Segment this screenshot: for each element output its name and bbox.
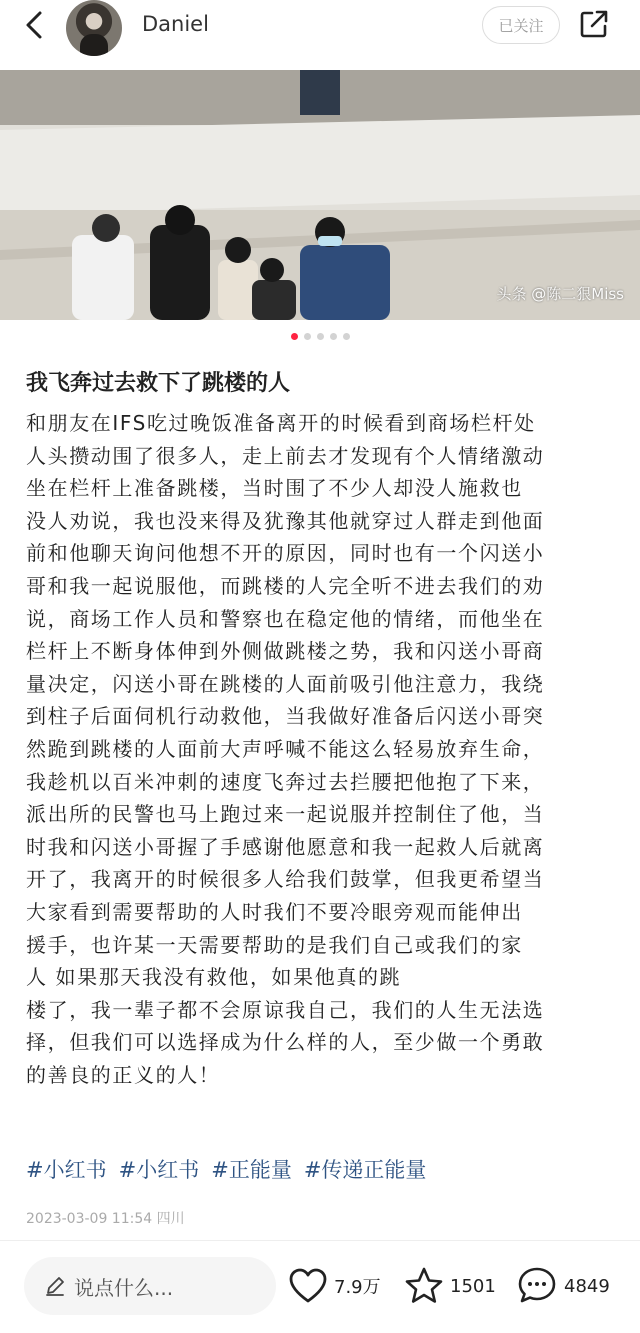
comment-button[interactable] xyxy=(516,1265,610,1307)
like-button[interactable] xyxy=(288,1265,381,1307)
comment-input[interactable] xyxy=(24,1257,276,1315)
hashtag-link[interactable]: #传递正能量 xyxy=(303,1158,427,1182)
post-body-line: 和朋友在IFS吃过晚饭准备离开的时候看到商场栏杆处 xyxy=(26,411,536,435)
favorite-button[interactable] xyxy=(404,1265,496,1307)
comment-icon xyxy=(516,1265,558,1307)
divider xyxy=(0,1240,640,1241)
post-photo[interactable] xyxy=(0,70,640,320)
follow-button[interactable]: 已关注 xyxy=(482,6,560,44)
post-body-line: 栏杆上不断身体伸到外侧做跳楼之势，我和闪送小哥商 xyxy=(26,639,545,664)
post-body-line: 前和他聊天询问他想不开的原因，同时也有一个闪送小 xyxy=(26,541,545,566)
post-body-line: 时我和闪送小哥握了手感谢他愿意和我一起救人后就离 xyxy=(26,834,545,859)
post-body-line: 哥和我一起说服他，而跳楼的人完全听不进去我们的劝 xyxy=(26,573,545,598)
post-body-line: 援手，也许某一天需要帮助的是我们自己或我们的家 xyxy=(26,932,523,957)
carousel-indicator xyxy=(0,333,640,343)
post-body-line: 楼了，我一辈子都不会原谅我自己，我们的人生无法选 xyxy=(26,997,545,1022)
post-body-line: 我趁机以百米冲刺的速度飞奔过去拦腰把他抱了下来， xyxy=(26,769,545,794)
post-date: 2023-03-09 11:54 四川 xyxy=(26,1211,185,1227)
top-bar xyxy=(0,0,640,66)
star-icon xyxy=(404,1266,444,1306)
post-body-line: 开了，我离开的时候很多人给我们鼓掌，但我更希望当 xyxy=(26,867,545,892)
carousel-dot[interactable] xyxy=(304,333,311,340)
comment-count: 4849 xyxy=(564,1275,610,1297)
post-body-line: 然跪到跳楼的人面前大声呼喊不能这么轻易放弃生命， xyxy=(26,736,545,761)
hashtag-link[interactable]: #小红书 xyxy=(118,1158,200,1182)
post-title: 我飞奔过去救下了跳楼的人 xyxy=(26,371,291,396)
carousel-dot[interactable] xyxy=(330,333,337,340)
post-body-line: 择，但我们可以选择成为什么样的人，至少做一个勇敢 xyxy=(26,1030,545,1055)
comment-placeholder: 说点什么... xyxy=(74,1275,174,1300)
avatar[interactable] xyxy=(66,0,122,56)
post-body-line: 的善良的正义的人！ xyxy=(26,1062,221,1087)
post-body-line: 派出所的民警也马上跑过来一起说服并控制住了他，当 xyxy=(26,802,545,827)
hashtag-link[interactable]: #正能量 xyxy=(211,1158,292,1182)
photo-watermark: 头条 @陈二狠Miss xyxy=(496,285,624,303)
carousel-dot[interactable] xyxy=(317,333,324,340)
pencil-icon xyxy=(44,1275,66,1297)
favorite-count: 1501 xyxy=(450,1275,496,1297)
post-body-line: 人 如果那天我没有救他，如果他真的跳 xyxy=(26,965,402,990)
post-body-line: 量决定，闪送小哥在跳楼的人面前吸引他注意力，我绕 xyxy=(26,671,545,696)
post-body-line: 到柱子后面伺机行动救他，当我做好准备后闪送小哥突 xyxy=(26,704,545,729)
post-body-line: 没人劝说，我也没来得及犹豫其他就穿过人群走到他面 xyxy=(26,508,545,533)
hashtag-link[interactable]: #小红书 xyxy=(26,1158,107,1182)
post-body xyxy=(26,407,622,1091)
chevron-left-icon[interactable] xyxy=(20,10,50,40)
carousel-dot[interactable] xyxy=(343,333,350,340)
username[interactable]: Daniel xyxy=(142,12,209,36)
heart-icon xyxy=(288,1267,328,1305)
post-body-line: 说，商场工作人员和警察也在稳定他的情绪，而他坐在 xyxy=(26,606,545,631)
post-tags xyxy=(26,1154,426,1184)
like-count: 7.9万 xyxy=(334,1277,381,1298)
carousel-dot-active[interactable] xyxy=(291,333,298,340)
share-icon[interactable] xyxy=(578,8,610,40)
post-body-line: 大家看到需要帮助的人时我们不要冷眼旁观而能伸出 xyxy=(26,899,523,924)
post-body-line: 人头攒动围了很多人，走上前去才发现有个人情绪激动 xyxy=(26,443,545,468)
post-body-line: 坐在栏杆上准备跳楼，当时围了不少人却没人施救也 xyxy=(26,476,523,501)
